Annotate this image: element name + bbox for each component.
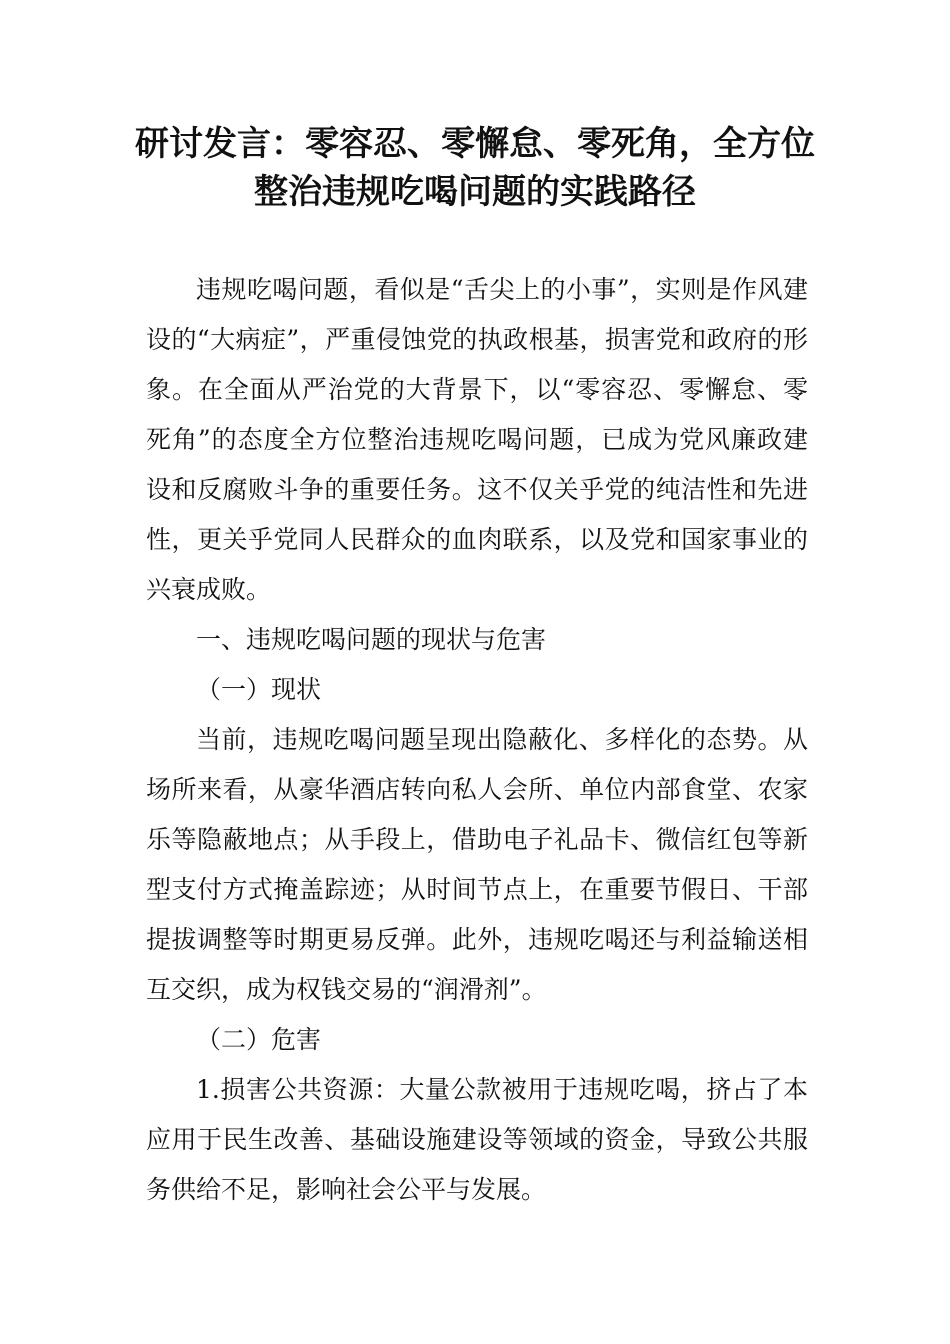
title-line-1: 研讨发言：零容忍、零懈怠、零死角，全方位	[135, 124, 815, 164]
document-body	[146, 265, 808, 1215]
title-line-2: 整治违规吃喝问题的实践路径	[254, 172, 696, 212]
subsection-heading-harm: （二）危害	[196, 1025, 322, 1054]
section-heading-1: 一、违规吃喝问题的现状与危害	[196, 625, 547, 654]
subsection-heading-status: （一）现状	[196, 675, 322, 704]
document-title	[0, 120, 950, 216]
intro-paragraph: 违规吃喝问题，看似是“舌尖上的小事”，实则是作风建设的“大病症”，严重侵蚀党的执政根基，损害党和政府的形象。在全面从严治党的大背景下，以“零容忍、零懈怠、零死角”的态度全方位整治违规吃喝问题，已成为党风廉政建设和反腐败斗争的重要任务。这不仅关乎党的纯洁性和先进性，更关乎党同人民群众的血肉联系，以及党和国家事业的兴衰成败。	[146, 275, 808, 604]
harm-paragraph-1: 1.损害公共资源：大量公款被用于违规吃喝，挤占了本应用于民生改善、基础设施建设等领域的资金，导致公共服务供给不足，影响社会公平与发展。	[146, 1075, 808, 1204]
status-paragraph: 当前，违规吃喝问题呈现出隐蔽化、多样化的态势。从场所来看，从豪华酒店转向私人会所、单位内部食堂、农家乐等隐蔽地点；从手段上，借助电子礼品卡、微信红包等新型支付方式掩盖踪迹；从时间节点上，在重要节假日、干部提拔调整等时期更易反弹。此外，违规吃喝还与利益输送相互交织，成为权钱交易的“润滑剂”。	[146, 725, 808, 1004]
